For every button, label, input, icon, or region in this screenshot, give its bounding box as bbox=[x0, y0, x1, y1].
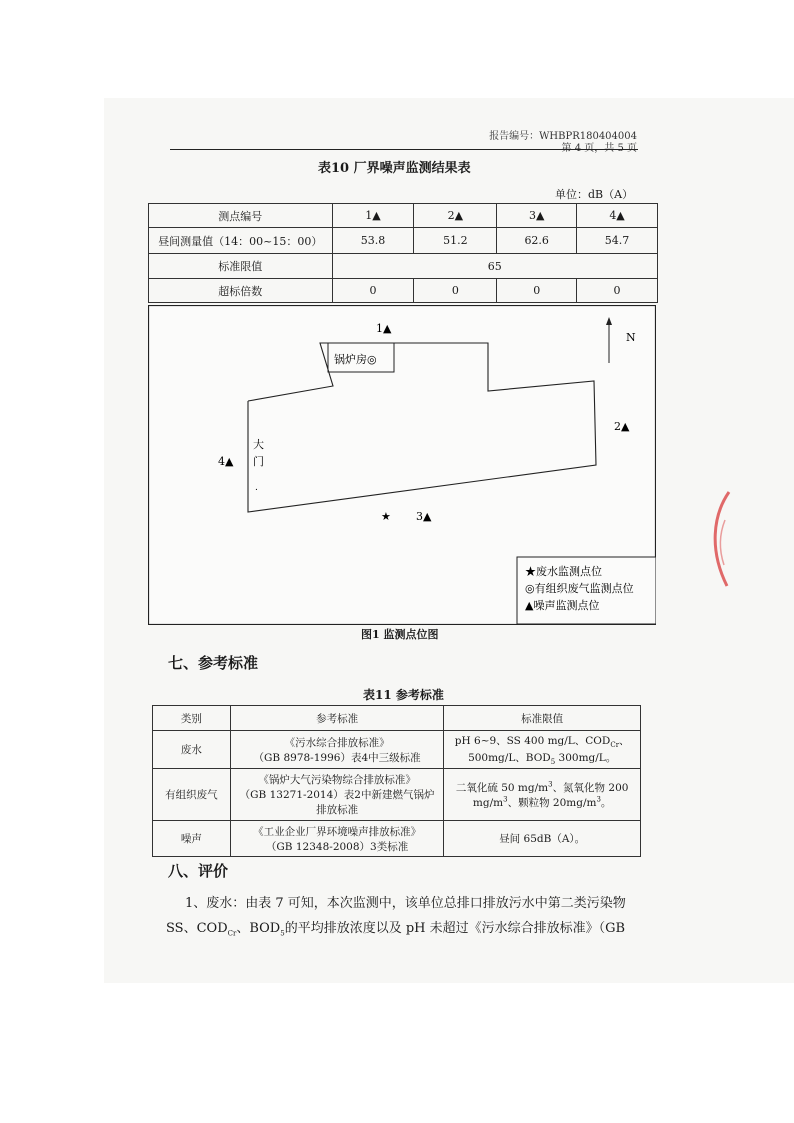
header-category: 类别 bbox=[153, 706, 231, 731]
measured-4: 54.7 bbox=[577, 228, 658, 254]
table-row bbox=[153, 821, 641, 857]
header-limit: 标准限值 bbox=[444, 706, 641, 731]
exceed-2: 0 bbox=[414, 279, 497, 303]
noise-point-4: 4▲ bbox=[218, 455, 234, 468]
limit-text: 二氧化硫 50 mg/m bbox=[455, 781, 549, 794]
red-seal-stamp bbox=[705, 490, 731, 590]
gate-char-2: 门 bbox=[253, 455, 264, 468]
limit-text: 500mg/L、BOD bbox=[468, 751, 551, 764]
point-4: 4▲ bbox=[577, 204, 658, 228]
limit-sup: 3 bbox=[596, 795, 601, 803]
legend-gas: ◎有组织废气监测点位 bbox=[525, 582, 634, 595]
point-1: 1▲ bbox=[332, 204, 414, 228]
report-number: 报告编号：WHBPR180404004 bbox=[489, 131, 637, 142]
section-8-heading: 八、评价 bbox=[168, 862, 229, 880]
para-text: 的平均排放浓度以及 pH 未超过《污水综合排放标准》（GB bbox=[284, 921, 626, 936]
standard-gas bbox=[230, 769, 444, 821]
limit-text: 300mg/L。 bbox=[555, 751, 617, 764]
limit-text: 、 bbox=[619, 735, 630, 748]
limit-sup: 3 bbox=[548, 780, 553, 788]
noise-point-3: 3▲ bbox=[416, 510, 432, 523]
evaluation-paragraph-line2 bbox=[166, 918, 646, 945]
para-text: 、BOD bbox=[236, 921, 281, 936]
para-sub: Cr bbox=[227, 929, 237, 938]
section-7-heading: 七、参考标准 bbox=[168, 654, 259, 672]
category-gas: 有组织废气 bbox=[153, 769, 231, 821]
limit-wastewater bbox=[444, 731, 641, 769]
std-line: （GB 8978-1996）表4中三级标准 bbox=[253, 751, 421, 764]
category-noise: 噪声 bbox=[153, 821, 231, 857]
table10-unit: 单位：dB（A） bbox=[555, 188, 634, 201]
limit-gas bbox=[444, 769, 641, 821]
std-line: 《工业企业厂界环境噪声排放标准》 bbox=[253, 825, 422, 838]
measured-3: 62.6 bbox=[497, 228, 577, 254]
exceed-4: 0 bbox=[577, 279, 658, 303]
exceed-3: 0 bbox=[497, 279, 577, 303]
legend-wastewater: ★废水监测点位 bbox=[525, 565, 602, 578]
exceed-label: 超标倍数 bbox=[149, 279, 333, 303]
header-standard: 参考标准 bbox=[230, 706, 444, 731]
standard-noise bbox=[230, 821, 444, 857]
point-3: 3▲ bbox=[497, 204, 577, 228]
legend-noise: ▲噪声监测点位 bbox=[525, 599, 600, 612]
category-wastewater: 废水 bbox=[153, 731, 231, 769]
reference-standards-table bbox=[152, 705, 641, 857]
limit-text: mg/m bbox=[472, 796, 504, 809]
table-row bbox=[149, 228, 658, 254]
measured-2: 51.2 bbox=[414, 228, 497, 254]
std-line: 《锅炉大气污染物综合排放标准》 bbox=[258, 774, 416, 786]
limit-text: 。 bbox=[600, 796, 612, 809]
point-2: 2▲ bbox=[414, 204, 497, 228]
std-line: 《污水综合排放标准》 bbox=[284, 736, 390, 749]
std-line: （GB 13271-2014）表2中新建燃气锅炉 bbox=[239, 789, 435, 801]
para-text: SS、COD bbox=[166, 921, 228, 936]
noise-table bbox=[148, 203, 658, 303]
limit-text: 、氮氧化物 200 bbox=[552, 781, 629, 794]
limit-sub: Cr bbox=[610, 741, 620, 750]
para-line: 1、废水：由表 7 可知，本次监测中，该单位总排口排放污水中第二类污染物 bbox=[185, 896, 626, 911]
standard-wastewater bbox=[230, 731, 444, 769]
table-row bbox=[153, 731, 641, 769]
std-line: （GB 12348-2008）3类标准 bbox=[265, 840, 409, 853]
table-row bbox=[149, 254, 658, 279]
table10-title: 表10 厂界噪声监测结果表 bbox=[318, 161, 471, 176]
limit-text: 、颗粒物 20mg/m bbox=[507, 796, 597, 809]
limit-value: 65 bbox=[332, 254, 657, 279]
measured-1: 53.8 bbox=[332, 228, 414, 254]
table-row bbox=[149, 279, 658, 303]
table11-title: 表11 参考标准 bbox=[363, 688, 444, 702]
exceed-1: 0 bbox=[332, 279, 414, 303]
wastewater-point-star: ★ bbox=[381, 510, 391, 523]
page-number: 第 4 页，共 5 页 bbox=[561, 143, 637, 154]
measured-label: 昼间测量值（14：00~15：00） bbox=[149, 228, 333, 254]
noise-point-2: 2▲ bbox=[614, 420, 630, 433]
limit-sup: 3 bbox=[503, 795, 508, 803]
north-label: N bbox=[626, 331, 636, 344]
limit-text: pH 6~9、SS 400 mg/L、COD bbox=[454, 735, 611, 748]
gate-dot: . bbox=[255, 483, 258, 493]
figure-caption: 图1 监测点位图 bbox=[361, 628, 439, 641]
table-row bbox=[149, 204, 658, 228]
noise-point-1: 1▲ bbox=[376, 322, 392, 335]
para-sub: 5 bbox=[280, 929, 285, 938]
boiler-room-label: 锅炉房◎ bbox=[334, 353, 377, 366]
table-row bbox=[153, 769, 641, 821]
monitoring-site-map bbox=[148, 305, 656, 625]
evaluation-paragraph bbox=[185, 893, 645, 915]
limit-sub: 5 bbox=[550, 757, 556, 766]
header-rule bbox=[170, 149, 638, 150]
limit-label: 标准限值 bbox=[149, 254, 333, 279]
col-header: 测点编号 bbox=[149, 204, 333, 228]
std-line: 排放标准 bbox=[316, 804, 359, 816]
limit-noise: 昼间 65dB（A）。 bbox=[444, 821, 641, 857]
table-row bbox=[153, 706, 641, 731]
gate-char-1: 大 bbox=[253, 438, 264, 451]
